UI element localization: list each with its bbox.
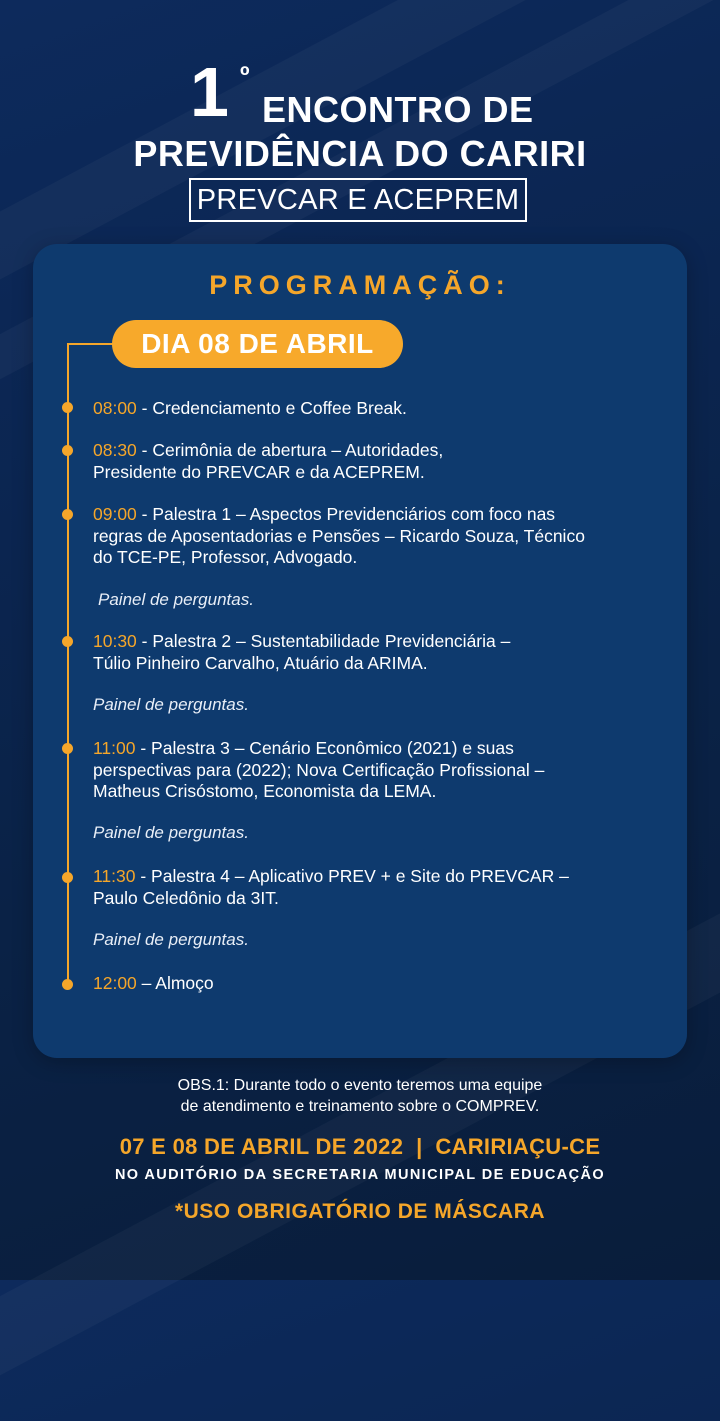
question-panel-label: Painel de perguntas.: [93, 930, 249, 949]
schedule-text: do TCE-PE, Professor, Advogado.: [93, 547, 358, 567]
schedule-text: Presidente do PREVCAR e da ACEPREM.: [93, 461, 425, 482]
schedule-item: [93, 738, 653, 803]
timeline-dot: [62, 979, 73, 990]
schedule-text: perspectivas para (2022); Nova Certificação Profissional –: [93, 759, 545, 780]
schedule-time: 10:30: [93, 631, 137, 651]
schedule-text: regras de Aposentadorias e Pensões – Ricardo Souza, Técnico: [93, 525, 585, 546]
schedule-text: Túlio Pinheiro Carvalho, Atuário da ARIMA.: [93, 652, 428, 673]
schedule-item: [93, 504, 673, 569]
timeline-dot: [62, 636, 73, 647]
question-panel-label: Painel de perguntas.: [98, 590, 254, 609]
schedule-item: [93, 973, 653, 995]
timeline-connector: [67, 343, 113, 345]
timeline-dot: [62, 872, 73, 883]
schedule-text: - Cerimônia de abertura – Autoridades,: [136, 440, 444, 460]
schedule-item: [93, 398, 653, 420]
title-ordinal-number: 1: [190, 53, 227, 131]
event-title: [0, 53, 720, 174]
event-date-location: 07 E 08 DE ABRIL DE 2022 | CARIRIAÇU-CE: [119, 1134, 601, 1159]
schedule-item: [93, 440, 653, 483]
schedule-text: Paulo Celedônio da 3IT.: [93, 887, 279, 908]
event-venue: NO AUDITÓRIO DA SECRETARIA MUNICIPAL DE EDUCAÇÃO: [114, 1167, 606, 1183]
question-panel-label: Painel de perguntas.: [93, 695, 249, 714]
schedule-item: [93, 631, 653, 674]
observation-line: de atendimento e treinamento sobre o COMPREV.: [180, 1098, 540, 1115]
title-ordinal-sign: º: [240, 60, 250, 90]
schedule-time: 11:00: [93, 738, 136, 758]
mask-notice: *USO OBRIGATÓRIO DE MÁSCARA: [174, 1200, 546, 1223]
schedule-time: 08:30: [93, 440, 137, 460]
schedule-text: - Palestra 1 – Aspectos Previdenciários com foco nas: [136, 504, 556, 524]
question-panel-label: Painel de perguntas.: [93, 823, 249, 842]
schedule-text: – Almoço: [136, 973, 214, 993]
program-heading: PROGRAMAÇÃO:: [209, 270, 511, 300]
schedule-time: 11:30: [93, 866, 136, 886]
title-line-1: ENCONTRO DE: [262, 89, 534, 130]
schedule-text: - Palestra 4 – Aplicativo PREV + e Site do PREVCAR –: [135, 866, 569, 886]
timeline-dot: [62, 402, 73, 413]
timeline-dot: [62, 445, 73, 456]
observation-line: OBS.1: Durante todo o evento teremos uma equipe: [177, 1077, 543, 1094]
schedule-text: - Palestra 3 – Cenário Econômico (2021) e suas: [135, 738, 514, 758]
schedule-time: 12:00: [93, 973, 137, 993]
schedule-text: - Credenciamento e Coffee Break.: [136, 398, 407, 418]
schedule-time: 09:00: [93, 504, 137, 524]
subtitle-box: PREVCAR E ACEPREM: [189, 178, 527, 222]
timeline-dot: [62, 509, 73, 520]
schedule-text: - Palestra 2 – Sustentabilidade Previdenciária –: [136, 631, 511, 651]
observation-note: [0, 1075, 720, 1117]
timeline-dot: [62, 743, 73, 754]
title-line-2: PREVIDÊNCIA DO CARIRI: [133, 133, 587, 174]
schedule-item: [93, 866, 653, 909]
day-label-pill: DIA 08 DE ABRIL: [112, 320, 403, 368]
timeline-line: [67, 343, 69, 985]
schedule-text: Matheus Crisóstomo, Economista da LEMA.: [93, 781, 437, 801]
schedule-time: 08:00: [93, 398, 137, 418]
